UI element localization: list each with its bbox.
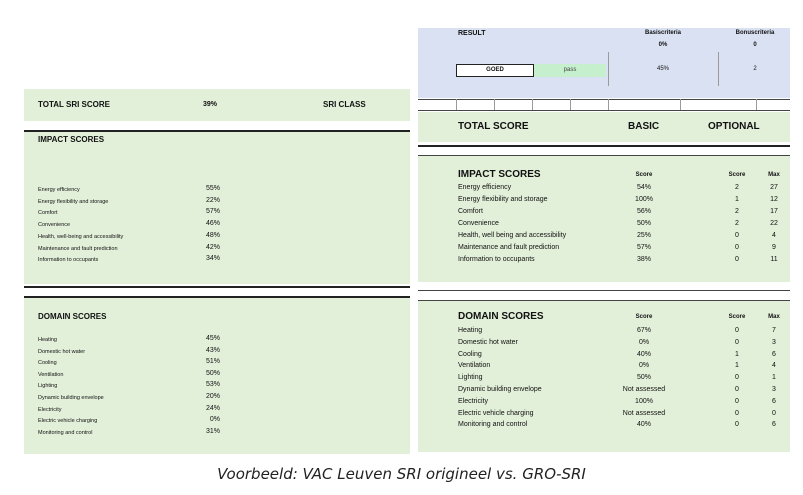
figure-caption: Voorbeeld: VAC Leuven SRI origineel vs. GRO-SRI	[217, 465, 586, 483]
table-row-pct: 100%	[635, 397, 653, 405]
table-row-label: Electric vehicle charging	[458, 409, 534, 417]
left-domain-title: DOMAIN SCORES	[38, 312, 107, 321]
list-item-value: 55%	[205, 185, 220, 192]
list-item-value: 46%	[205, 220, 220, 228]
bonus-criteria-header: Bonuscriteria	[735, 30, 775, 36]
pass-status: pass	[534, 64, 606, 77]
table-row-pct: 54%	[636, 184, 651, 191]
table-row-pct: 56%	[636, 208, 651, 215]
table-row-score: 0	[735, 409, 739, 417]
bonus-criteria-value: 0	[753, 42, 757, 48]
table-row-score: 0	[735, 232, 739, 239]
table-row-score: 1	[735, 362, 739, 370]
table-row-score: 0	[735, 397, 739, 405]
grid-col-2	[494, 99, 495, 110]
table-row-score: 0	[735, 327, 739, 334]
table-row-max: 3	[772, 386, 776, 393]
table-row-pct: Not assessed	[622, 386, 666, 393]
table-row-score: 2	[735, 220, 739, 227]
list-item-value: 20%	[205, 393, 220, 400]
grid-strip-top	[418, 99, 790, 100]
table-row-pct: 40%	[636, 350, 651, 358]
table-row-pct: 67%	[636, 327, 651, 334]
right-impact-col-score: Score	[635, 172, 653, 178]
table-row-pct: 50%	[636, 220, 651, 227]
grade-box: GOED	[456, 64, 534, 77]
right-divider-3	[418, 290, 790, 291]
list-item-label: Ventilation	[38, 371, 64, 378]
right-total-optional: OPTIONAL	[708, 121, 760, 132]
table-row-label: Cooling	[458, 350, 482, 358]
table-row-label: Ventilation	[458, 362, 491, 370]
table-row-score: 1	[735, 196, 739, 203]
basic-criteria-value: 0%	[658, 42, 668, 48]
table-row-label: Electricity	[458, 397, 488, 405]
list-item-label: Domestic hot water	[38, 348, 86, 355]
table-row-pct: 0%	[638, 338, 650, 346]
table-row-max: 22	[770, 220, 778, 227]
table-row-label: Energy efficiency	[458, 184, 512, 191]
list-item-label: Convenience	[38, 222, 71, 229]
table-row-max: 3	[772, 338, 776, 346]
list-item-value: 22%	[205, 196, 220, 204]
grid-col-4	[570, 99, 571, 110]
list-item-label: Electric vehicle charging	[38, 418, 98, 425]
list-item-label: Comfort	[38, 210, 58, 217]
list-item-label: Energy flexibility and storage	[38, 198, 109, 205]
table-row-label: Domestic hot water	[458, 338, 518, 346]
left-sri-class-label: SRI CLASS	[323, 100, 366, 109]
table-row-label: Lighting	[458, 374, 483, 382]
table-row-label: Dynamic building envelope	[458, 386, 542, 393]
list-item-value: 45%	[205, 335, 220, 342]
table-row-max: 27	[770, 184, 778, 191]
list-item-label: Lighting	[38, 383, 58, 390]
bonus-count-value: 2	[753, 66, 757, 72]
list-item-value: 34%	[205, 255, 220, 263]
table-row-label: Information to occupants	[458, 256, 535, 263]
table-row-pct: 50%	[636, 374, 651, 382]
table-row-max: 11	[770, 256, 778, 263]
basic-criteria-header: Basiscriteria	[644, 30, 682, 36]
table-row-max: 7	[772, 327, 776, 334]
left-total-label: TOTAL SRI SCORE	[38, 100, 111, 109]
table-row-max: 6	[772, 421, 776, 429]
right-total-basic: BASIC	[628, 121, 660, 132]
list-item-value: 57%	[205, 208, 220, 216]
list-item-label: Energy efficiency	[38, 187, 80, 193]
table-row-score: 0	[735, 421, 739, 429]
table-row-score: 0	[735, 374, 739, 382]
table-row-score: 2	[735, 208, 739, 215]
table-row-label: Maintenance and fault prediction	[458, 244, 560, 251]
list-item-value: 31%	[205, 427, 220, 435]
table-row-max: 6	[772, 350, 776, 358]
list-item-label: Monitoring and control	[38, 429, 93, 436]
left-impact-title: IMPACT SCORES	[38, 135, 105, 144]
basic-pct-value: 45%	[656, 66, 669, 72]
table-row-score: 2	[735, 184, 739, 191]
grid-col-3	[532, 99, 533, 110]
list-item-label: Heating	[38, 337, 57, 343]
table-row-max: 17	[770, 208, 778, 215]
right-divider-1	[418, 145, 790, 147]
list-item-value: 50%	[205, 369, 220, 377]
right-impact-col-score2: Score	[728, 172, 746, 178]
right-domain-title: DOMAIN SCORES	[458, 311, 544, 322]
right-impact-col-max: Max	[768, 172, 780, 178]
table-row-max: 4	[772, 362, 776, 370]
table-row-max: 0	[772, 409, 776, 417]
grid-col-1	[456, 99, 457, 110]
list-item-value: 48%	[205, 231, 220, 239]
right-domain-col-score: Score	[635, 314, 653, 320]
table-row-pct: 25%	[636, 232, 651, 239]
table-row-pct: 38%	[636, 256, 651, 263]
right-divider-2	[418, 155, 790, 156]
table-row-pct: 57%	[636, 244, 651, 251]
grid-col-6	[680, 99, 681, 110]
list-item-label: Health, well-being and accessibility	[38, 233, 124, 240]
table-row-label: Convenience	[458, 220, 499, 227]
right-domain-col-score2: Score	[728, 314, 746, 320]
list-item-value: 42%	[205, 243, 220, 251]
table-row-label: Monitoring and control	[458, 421, 528, 429]
left-total-value: 39%	[203, 101, 218, 108]
list-item-label: Cooling	[38, 360, 57, 367]
table-row-score: 0	[735, 338, 739, 346]
result-panel	[418, 28, 790, 98]
table-row-max: 9	[772, 244, 776, 251]
list-item-value: 51%	[205, 358, 220, 366]
result-separator-1	[608, 52, 609, 86]
table-row-max: 4	[772, 232, 776, 239]
table-row-score: 1	[735, 350, 739, 358]
table-row-pct: 100%	[635, 196, 653, 203]
table-row-score: 0	[735, 256, 739, 263]
result-label: RESULT	[458, 30, 486, 37]
right-total-label: TOTAL SCORE	[458, 121, 529, 132]
table-row-label: Heating	[458, 327, 483, 334]
grid-col-7	[756, 99, 757, 110]
table-row-pct: 40%	[636, 421, 651, 429]
list-item-value: 24%	[205, 404, 220, 412]
table-row-pct: Not assessed	[622, 409, 666, 417]
list-item-label: Information to occupants	[38, 257, 99, 264]
list-item-value: 53%	[205, 381, 220, 389]
list-item-label: Maintenance and fault prediction	[38, 245, 118, 252]
list-item-value: 0%	[209, 416, 220, 424]
table-row-score: 0	[735, 244, 739, 251]
table-row-max: 1	[772, 374, 776, 382]
grid-col-5	[608, 99, 609, 110]
left-divider-2	[24, 286, 410, 288]
table-row-score: 0	[735, 386, 739, 393]
table-row-pct: 0%	[638, 362, 650, 370]
table-row-label: Health, well being and accessibility	[458, 232, 567, 239]
list-item-label: Dynamic building envelope	[38, 395, 104, 401]
table-row-max: 6	[772, 397, 776, 405]
table-row-label: Energy flexibility and storage	[458, 196, 548, 203]
right-domain-col-max: Max	[768, 314, 780, 320]
right-divider-4	[418, 300, 790, 301]
list-item-label: Electricity	[38, 406, 62, 413]
right-impact-title: IMPACT SCORES	[458, 169, 541, 180]
list-item-value: 43%	[205, 346, 220, 354]
table-row-label: Comfort	[458, 208, 483, 215]
result-separator-2	[718, 52, 719, 86]
grid-strip-bottom	[418, 110, 790, 111]
table-row-max: 12	[770, 196, 778, 203]
